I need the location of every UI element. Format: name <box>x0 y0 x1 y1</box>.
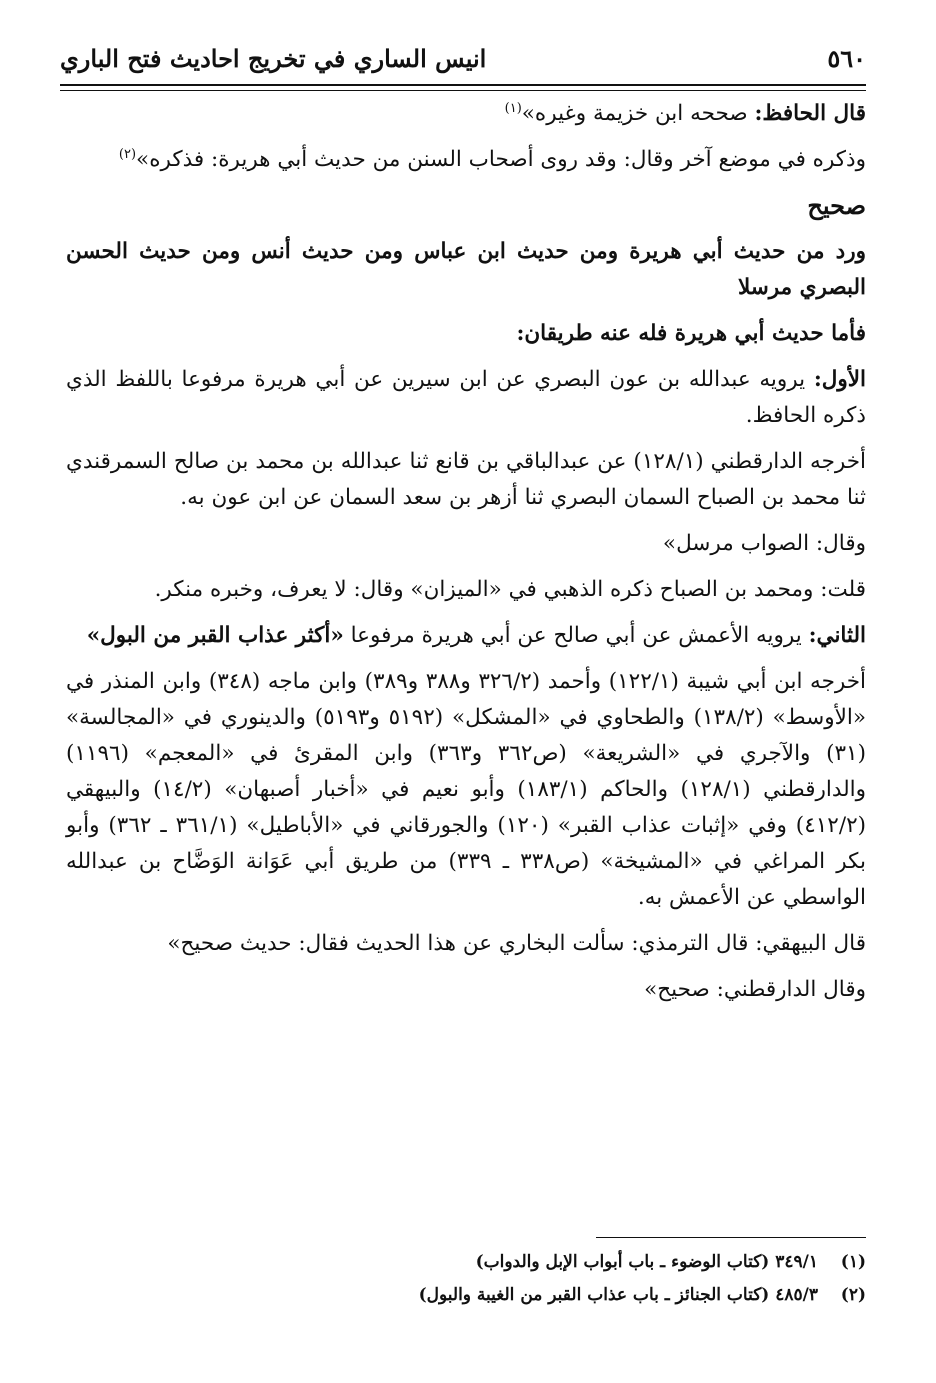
page-number: ٥٦٠ <box>827 43 866 73</box>
paragraph-text: يرويه عبدالله بن عون البصري عن ابن سيرين عن أبي هريرة مرفوعا باللفظ الذي ذكره الحافظ. <box>66 367 866 428</box>
footnote-number: (١) <box>840 1252 866 1272</box>
paragraph-text: صححه ابن خزيمة وغيره» <box>521 101 755 126</box>
footnote-ref: (١) <box>504 100 522 116</box>
footnote-rule <box>596 1237 866 1238</box>
paragraph <box>66 618 866 654</box>
paragraph-label: الثاني: <box>808 623 866 648</box>
hadith-quote: «أكثر عذاب القبر من البول» <box>86 623 344 648</box>
paragraph: وقال: الصواب مرسل» <box>662 531 866 556</box>
paragraph <box>66 362 866 434</box>
footnotes <box>66 1246 866 1312</box>
paragraph-label: الأول: <box>813 367 866 392</box>
paragraph-text: وذكره في موضع آخر وقال: وقد روى أصحاب السنن من حديث أبي هريرة: فذكره» <box>136 147 866 172</box>
paragraph: أخرجه الدارقطني (١٢٨/١) عن عبدالباقي بن قانع ثنا عبدالله بن محمد بن صالح السمرقندي ثنا محمد بن الصباح السمان البصري ثنا أزهر بن سعد السمان عن ابن عون به. <box>66 449 866 510</box>
paragraph: قلت: ومحمد بن الصباح ذكره الذهبي في «الميزان» وقال: لا يعرف، وخبره منكر. <box>154 577 866 602</box>
footnote-number: (٢) <box>840 1285 866 1305</box>
running-header <box>60 36 866 80</box>
header-rule <box>60 84 866 86</box>
paragraph: أخرجه ابن أبي شيبة (١٢٢/١) وأحمد (٣٢٦/٢ و٣٨٨ و٣٨٩) وابن ماجه (٣٤٨) وابن المنذر في «الأوسط» (١٣٨/٢) والطحاوي في «المشكل» (٥١٩٢ و٥١٩٣) والدينوري في «المجالسة» (٣١) والآجري في «الشريعة» (ص٣٦٢ و٣٦٣) وابن المقرئ في «المعجم» (١١٩٦) والدارقطني (١٢٨/١) والحاكم (١٨٣/١) وأبو نعيم في «أخبار أصبهان» (١٤/٢) والبيهقي (٤١٢/٢) وفي «إثبات عذاب القبر» (١٢٠) والجورقاني في «الأباطيل» (٣٦١/١ ـ ٣٦٢) وأبو بكر المراغي في «المشيخة» (ص٣٣٨ ـ ٣٣٩) من طريق أبي عَوَانة الوَضَّاح بن عبدالله الواسطي عن الأعمش به. <box>66 669 867 910</box>
footnote-ref: (٢) <box>118 146 137 162</box>
paragraph: فأما حديث أبي هريرة فله عنه طريقان: <box>516 321 866 346</box>
footnote-text: ٣٤٩/١ (كتاب الوضوء ـ باب أبواب الإبل والدواب) <box>475 1252 818 1272</box>
header-rule-thin <box>60 90 866 91</box>
book-title: انيس الساري في تخريج احاديث فتح الباري <box>60 43 487 73</box>
paragraph: ورد من حديث أبي هريرة ومن حديث ابن عباس ومن حديث أنس ومن حديث الحسن البصري مرسلا <box>66 239 866 300</box>
footnote <box>66 1279 866 1312</box>
paragraph-label: قال الحافظ: <box>754 101 866 126</box>
paragraph-text: يرويه الأعمش عن أبي صالح عن أبي هريرة مرفوعا <box>343 623 809 648</box>
main-text <box>66 96 866 1018</box>
paragraph: قال البيهقي: قال الترمذي: سألت البخاري عن هذا الحديث فقال: حديث صحيح» <box>167 931 866 956</box>
footnote <box>66 1246 866 1279</box>
section-heading: صحيح <box>807 191 866 220</box>
footnote-text: ٤٨٥/٣ (كتاب الجنائز ـ باب عذاب القبر من الغيبة والبول) <box>418 1285 818 1305</box>
paragraph <box>66 142 866 178</box>
paragraph: وقال الدارقطني: صحيح» <box>644 977 866 1002</box>
paragraph <box>66 96 866 132</box>
